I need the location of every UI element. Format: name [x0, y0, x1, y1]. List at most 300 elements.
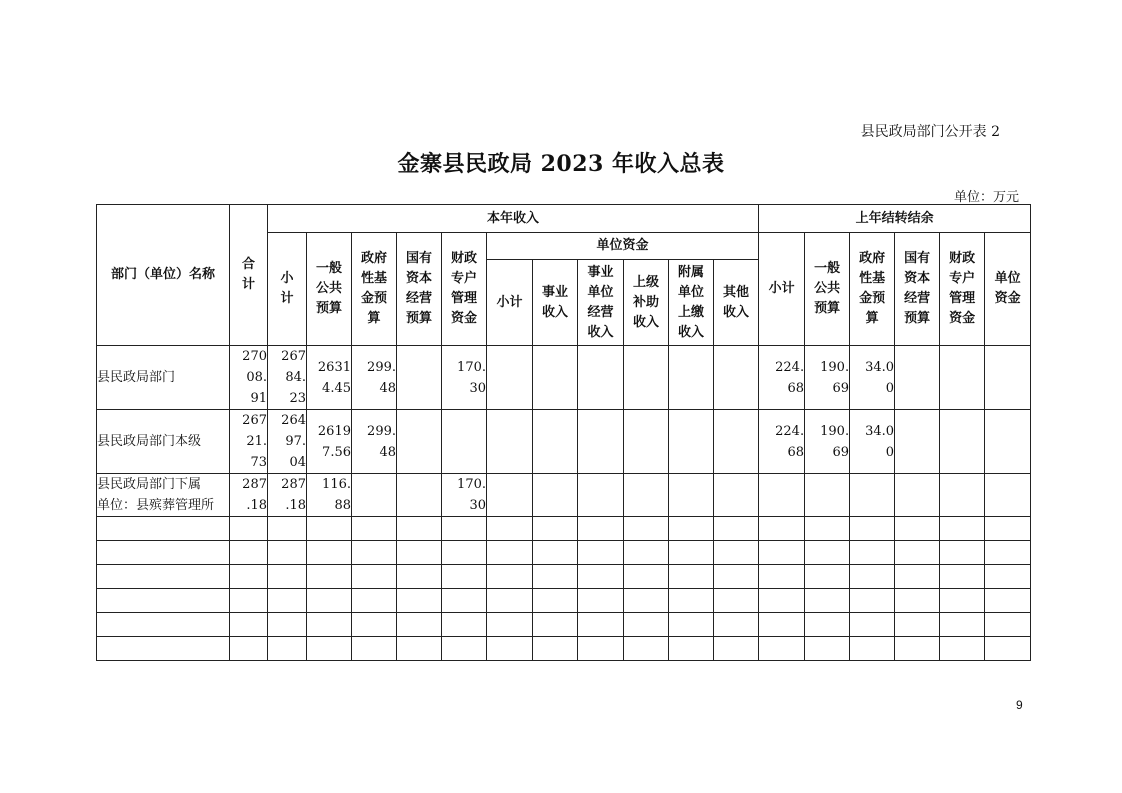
line-3: 预算: [814, 301, 841, 316]
line-2: 0: [885, 380, 895, 396]
cell-empty: [442, 565, 487, 589]
line-3: 收入: [632, 314, 659, 330]
line-1: 事业: [587, 264, 614, 280]
line-1: 34.0: [865, 423, 895, 439]
line-4: 资金: [450, 311, 477, 326]
cell-empty: [97, 613, 230, 637]
cell-empty: [714, 517, 759, 541]
line-2: 收入: [541, 304, 568, 320]
table-row-empty: [97, 517, 1031, 541]
line-2: 收入: [723, 304, 750, 320]
line-2: 资本: [405, 271, 432, 286]
header-business-income: [533, 260, 578, 346]
line-1: 财政: [949, 251, 976, 266]
cell-empty: [714, 541, 759, 565]
cell-empty: [268, 613, 307, 637]
cell-subtotal: [268, 346, 307, 410]
line-2: 单位: [587, 284, 614, 300]
cell-empty: [533, 517, 578, 541]
cell-empty: [759, 637, 805, 661]
line-3: 金预: [859, 291, 886, 306]
cell-empty: [268, 541, 307, 565]
cell-total: [230, 410, 268, 474]
line-1: 287: [281, 477, 306, 492]
line-1: 一般: [814, 261, 841, 276]
cell-empty: [759, 613, 805, 637]
cell-empty: [487, 541, 533, 565]
cell-empty: [940, 541, 985, 565]
line-1: 299.: [367, 359, 396, 375]
cell-empty: [97, 589, 230, 613]
line-1: 一般: [315, 261, 342, 276]
line-1: 县民政局部门: [97, 370, 176, 385]
cell-empty: [895, 541, 940, 565]
line-1: 政府: [859, 251, 886, 266]
cell-empty: [624, 517, 669, 541]
header-operating-income: [578, 260, 624, 346]
cell-empty: [533, 589, 578, 613]
cell-empty: [97, 541, 230, 565]
cell-affiliated-remit: [669, 410, 714, 474]
header-subtotal: [268, 233, 307, 346]
line-1: 224.: [775, 423, 805, 439]
cell-empty: [97, 637, 230, 661]
cell-empty: [624, 541, 669, 565]
cell-empty: [805, 565, 850, 589]
cell-empty: [985, 517, 1031, 541]
cell-affiliated-remit: [669, 346, 714, 410]
cell-empty: [850, 541, 895, 565]
cell-empty: [759, 565, 805, 589]
cell-empty: [230, 589, 268, 613]
cell-empty: [397, 565, 442, 589]
line-2: .18: [246, 498, 267, 513]
line-2: 专户: [949, 271, 976, 286]
cell-empty: [850, 517, 895, 541]
cell-co-general-budget: [805, 410, 850, 474]
table-row-empty: [97, 541, 1031, 565]
line-4: 资金: [949, 311, 976, 326]
cell-empty: [442, 517, 487, 541]
cell-dept-name: [97, 474, 230, 517]
cell-empty: [397, 589, 442, 613]
line-3: 上缴: [677, 304, 704, 320]
line-3: 73: [250, 455, 267, 470]
cell-business-income: [533, 346, 578, 410]
line-2: 21.: [246, 434, 267, 449]
table-row: [97, 474, 1031, 517]
line-1: 190.: [820, 423, 850, 439]
cell-fiscal-special: [442, 474, 487, 517]
line-4: 预算: [904, 311, 931, 326]
cell-empty: [759, 541, 805, 565]
income-summary-table: [96, 204, 1031, 661]
cell-empty: [397, 517, 442, 541]
cell-superior-subsidy: [624, 474, 669, 517]
line-2: 性基: [360, 271, 387, 286]
cell-empty: [624, 589, 669, 613]
cell-empty: [985, 565, 1031, 589]
cell-empty: [805, 613, 850, 637]
cell-gov-fund: [352, 346, 397, 410]
line-2: 7.56: [322, 444, 351, 460]
cell-fiscal-special: [442, 410, 487, 474]
cell-empty: [985, 613, 1031, 637]
cell-empty: [624, 637, 669, 661]
cell-empty: [487, 637, 533, 661]
cell-fiscal-special: [442, 346, 487, 410]
line-1: 264: [281, 413, 306, 428]
header-total: [230, 205, 268, 346]
line-3: 管理: [450, 291, 477, 306]
cell-empty: [352, 637, 397, 661]
cell-empty: [230, 565, 268, 589]
cell-empty: [850, 613, 895, 637]
cell-subtotal: [268, 410, 307, 474]
cell-empty: [352, 517, 397, 541]
line-2: 84.: [285, 370, 306, 385]
cell-empty: [533, 565, 578, 589]
cell-empty: [624, 613, 669, 637]
line-1: 267: [242, 413, 267, 428]
line-1: 上级: [632, 274, 659, 290]
cell-empty: [230, 637, 268, 661]
cell-empty: [397, 613, 442, 637]
cell-uf-subtotal: [487, 474, 533, 517]
header-fiscal-special: [442, 233, 487, 346]
cell-co-unit-funds: [985, 474, 1031, 517]
cell-empty: [850, 637, 895, 661]
line-1: 270: [242, 349, 267, 364]
header-co-unit-funds: [985, 233, 1031, 346]
line-2: 48: [379, 380, 396, 396]
cell-general-budget: [307, 474, 352, 517]
header-dept-name: 部门（单位）名称: [97, 205, 230, 346]
cell-empty: [268, 565, 307, 589]
cell-co-gov-fund: [850, 410, 895, 474]
cell-empty: [268, 637, 307, 661]
cell-empty: [895, 613, 940, 637]
cell-empty: [669, 517, 714, 541]
cell-state-capital: [397, 346, 442, 410]
line-1: 287: [242, 477, 267, 492]
line-4: 收入: [677, 324, 704, 340]
header-co-state-capital: [895, 233, 940, 346]
line-4: 收入: [587, 324, 614, 340]
line-2: 0: [885, 444, 895, 460]
line-4: 算: [865, 311, 879, 326]
cell-empty: [759, 517, 805, 541]
cell-empty: [230, 541, 268, 565]
line-2: 69: [832, 444, 850, 460]
header-unit-funds: 单位资金: [487, 233, 759, 260]
cell-empty: [669, 589, 714, 613]
line-2: .18: [285, 498, 306, 513]
line-2: 资本: [904, 271, 931, 286]
cell-co-gov-fund: [850, 346, 895, 410]
cell-co-gov-fund: [850, 474, 895, 517]
line-2: 计: [241, 277, 255, 292]
cell-empty: [307, 541, 352, 565]
header-current-year: 本年收入: [268, 205, 759, 233]
line-2: 4.45: [322, 380, 351, 396]
line-2: 30: [469, 380, 486, 396]
cell-empty: [895, 589, 940, 613]
line-1: 116.: [322, 477, 351, 492]
cell-empty: [578, 637, 624, 661]
cell-empty: [487, 589, 533, 613]
line-2: 计: [280, 291, 294, 306]
cell-business-income: [533, 410, 578, 474]
table-row-empty: [97, 613, 1031, 637]
cell-empty: [669, 637, 714, 661]
cell-empty: [352, 565, 397, 589]
cell-co-general-budget: [805, 346, 850, 410]
cell-empty: [714, 613, 759, 637]
line-3: 04: [289, 455, 306, 470]
page-number: 9: [1016, 698, 1023, 712]
cell-general-budget: [307, 410, 352, 474]
cell-empty: [850, 565, 895, 589]
table-row-empty: [97, 637, 1031, 661]
cell-operating-income: [578, 474, 624, 517]
cell-empty: [97, 565, 230, 589]
cell-empty: [307, 517, 352, 541]
line-1: 34.0: [865, 359, 895, 375]
line-1: 政府: [360, 251, 387, 266]
cell-other-income: [714, 474, 759, 517]
cell-empty: [805, 517, 850, 541]
cell-empty: [624, 565, 669, 589]
unit-label: 单位：万元: [953, 190, 1019, 205]
page-title: 金寨县民政局 2023 年收入总表: [397, 151, 725, 177]
line-1: 附属: [677, 264, 704, 280]
header-carryover: 上年结转结余: [759, 205, 1031, 233]
cell-empty: [940, 517, 985, 541]
line-1: 2631: [317, 359, 351, 375]
line-3: 预算: [315, 301, 342, 316]
line-1: 国有: [405, 251, 432, 266]
line-2: 88: [334, 498, 351, 513]
cell-empty: [578, 613, 624, 637]
cell-empty: [307, 637, 352, 661]
cell-empty: [578, 589, 624, 613]
header-uf-subtotal: 小计: [487, 260, 533, 346]
cell-superior-subsidy: [624, 346, 669, 410]
cell-empty: [940, 589, 985, 613]
cell-empty: [669, 565, 714, 589]
header-co-general-budget: [805, 233, 850, 346]
line-3: 经营: [405, 291, 432, 306]
cell-empty: [307, 589, 352, 613]
cell-empty: [442, 613, 487, 637]
cell-co-subtotal: [759, 474, 805, 517]
cell-other-income: [714, 346, 759, 410]
cell-other-income: [714, 410, 759, 474]
line-1: 其他: [723, 284, 750, 300]
cell-empty: [397, 541, 442, 565]
cell-empty: [442, 589, 487, 613]
cell-empty: [442, 637, 487, 661]
cell-empty: [669, 613, 714, 637]
line-3: 经营: [904, 291, 931, 306]
cell-co-unit-funds: [985, 346, 1031, 410]
line-1: 267: [281, 349, 306, 364]
cell-empty: [578, 541, 624, 565]
cell-gov-fund: [352, 410, 397, 474]
cell-empty: [714, 637, 759, 661]
cell-empty: [985, 589, 1031, 613]
cell-empty: [669, 541, 714, 565]
header-co-fiscal-special: [940, 233, 985, 346]
line-1: 170.: [457, 477, 486, 492]
header-co-subtotal: 小计: [759, 233, 805, 346]
cell-operating-income: [578, 410, 624, 474]
line-2: 97.: [285, 434, 306, 449]
cell-empty: [268, 517, 307, 541]
cell-empty: [533, 541, 578, 565]
cell-empty: [985, 637, 1031, 661]
cell-empty: [268, 589, 307, 613]
line-1: 170.: [457, 359, 486, 375]
cell-co-state-capital: [895, 474, 940, 517]
header-co-gov-fund: [850, 233, 895, 346]
cell-co-general-budget: [805, 474, 850, 517]
cell-uf-subtotal: [487, 410, 533, 474]
cell-empty: [805, 589, 850, 613]
cell-empty: [487, 565, 533, 589]
line-4: 算: [367, 311, 381, 326]
table-row-empty: [97, 565, 1031, 589]
cell-co-fiscal-special: [940, 346, 985, 410]
cell-general-budget: [307, 346, 352, 410]
line-2: 48: [379, 444, 396, 460]
cell-co-subtotal: [759, 410, 805, 474]
line-3: 经营: [587, 304, 614, 320]
cell-co-unit-funds: [985, 410, 1031, 474]
line-3: 23: [289, 391, 306, 406]
cell-empty: [895, 637, 940, 661]
cell-superior-subsidy: [624, 410, 669, 474]
line-1: 合: [241, 257, 255, 272]
cell-operating-income: [578, 346, 624, 410]
cell-empty: [533, 637, 578, 661]
line-2: 08.: [246, 370, 267, 385]
cell-total: [230, 346, 268, 410]
cell-empty: [487, 517, 533, 541]
cell-business-income: [533, 474, 578, 517]
line-1: 县民政局部门本级: [97, 434, 202, 449]
line-2: 单位: [677, 284, 704, 300]
cell-empty: [352, 589, 397, 613]
table-row-empty: [97, 589, 1031, 613]
cell-dept-name: [97, 346, 230, 410]
cell-gov-fund: [352, 474, 397, 517]
line-2: 公共: [315, 281, 342, 296]
line-2: 68: [787, 380, 805, 396]
line-3: 金预: [360, 291, 387, 306]
line-1: 299.: [367, 423, 396, 439]
cell-empty: [230, 517, 268, 541]
cell-empty: [352, 541, 397, 565]
cell-empty: [307, 565, 352, 589]
header-superior-subsidy: [624, 260, 669, 346]
cell-subtotal: [268, 474, 307, 517]
line-1: 2619: [317, 423, 351, 439]
doc-label: 县民政局部门公开表 2: [860, 124, 1000, 140]
line-1: 国有: [904, 251, 931, 266]
line-1: 190.: [820, 359, 850, 375]
cell-affiliated-remit: [669, 474, 714, 517]
line-2: 补助: [632, 294, 659, 310]
cell-empty: [985, 541, 1031, 565]
cell-empty: [895, 565, 940, 589]
cell-empty: [578, 565, 624, 589]
cell-empty: [805, 637, 850, 661]
cell-empty: [307, 613, 352, 637]
line-2: 专户: [450, 271, 477, 286]
line-2: 单位：县殡葬管理所: [97, 498, 215, 513]
line-2: 资金: [994, 291, 1021, 306]
cell-empty: [850, 589, 895, 613]
cell-co-fiscal-special: [940, 410, 985, 474]
line-4: 预算: [405, 311, 432, 326]
cell-co-state-capital: [895, 410, 940, 474]
cell-empty: [352, 613, 397, 637]
cell-state-capital: [397, 410, 442, 474]
cell-empty: [230, 613, 268, 637]
line-2: 69: [832, 380, 850, 396]
header-state-capital: [397, 233, 442, 346]
line-2: 公共: [814, 281, 841, 296]
line-2: 68: [787, 444, 805, 460]
cell-empty: [714, 589, 759, 613]
cell-co-state-capital: [895, 346, 940, 410]
cell-total: [230, 474, 268, 517]
cell-empty: [97, 517, 230, 541]
line-1: 小: [280, 271, 294, 286]
header-gov-fund: [352, 233, 397, 346]
cell-empty: [714, 565, 759, 589]
cell-empty: [805, 541, 850, 565]
line-3: 管理: [949, 291, 976, 306]
line-1: 224.: [775, 359, 805, 375]
cell-uf-subtotal: [487, 346, 533, 410]
line-1: 单位: [994, 271, 1021, 286]
cell-co-fiscal-special: [940, 474, 985, 517]
header-other-income: [714, 260, 759, 346]
line-1: 财政: [450, 251, 477, 266]
cell-empty: [442, 541, 487, 565]
cell-empty: [895, 517, 940, 541]
cell-co-subtotal: [759, 346, 805, 410]
cell-empty: [940, 565, 985, 589]
cell-empty: [578, 517, 624, 541]
cell-empty: [397, 637, 442, 661]
line-1: 事业: [541, 284, 568, 300]
cell-empty: [487, 613, 533, 637]
cell-empty: [940, 613, 985, 637]
line-1: 县民政局部门下属: [97, 477, 202, 492]
header-affiliated-remit: [669, 260, 714, 346]
cell-state-capital: [397, 474, 442, 517]
table-row: [97, 410, 1031, 474]
cell-dept-name: [97, 410, 230, 474]
cell-empty: [940, 637, 985, 661]
cell-empty: [759, 589, 805, 613]
header-general-budget: [307, 233, 352, 346]
line-2: 30: [469, 498, 486, 513]
